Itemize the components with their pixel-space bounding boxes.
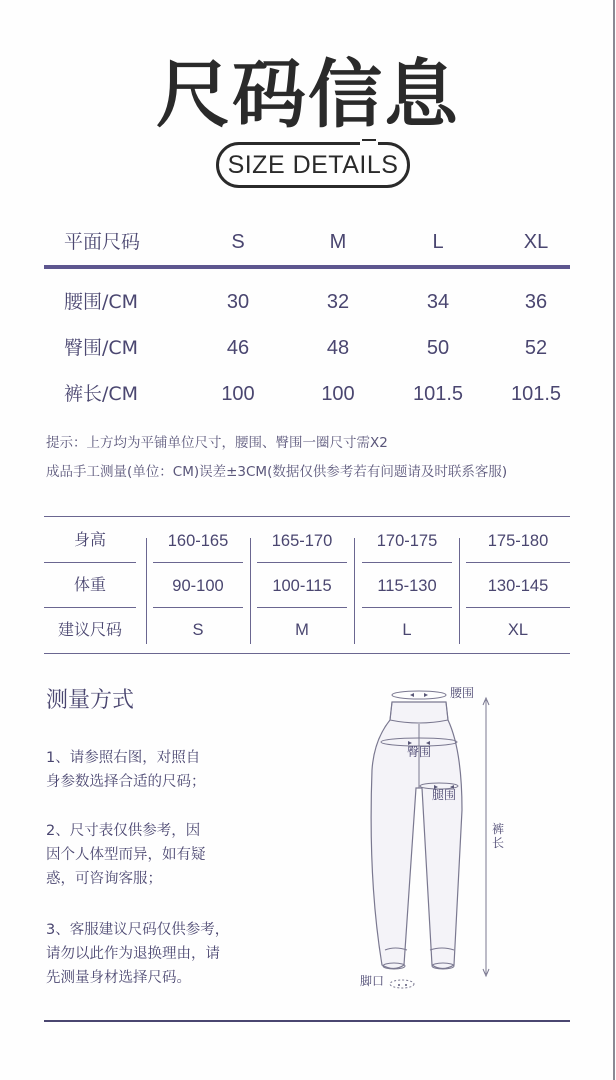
measurement-title: 测量方式 [46,688,135,713]
divider [250,538,251,644]
divider [44,653,570,654]
size-table [44,222,570,268]
size-header-xl: XL [523,231,549,253]
divider [44,516,570,517]
step-line: 2、尺寸表仅供参考，因 [46,823,201,839]
divider [257,607,347,608]
size-header-m: M [329,231,347,253]
divider [146,538,147,644]
cell: 100 [321,383,355,405]
cell: 165-170 [271,532,333,550]
step-line: 身参数选择合适的尺码； [46,774,206,790]
note-flat-measure: 提示：上方均为平铺单位尺寸，腰围、臀围一圈尺寸需X2 [46,435,388,451]
cell: 34 [426,291,450,313]
size-table-body [44,282,570,420]
row-label-weight: 体重 [73,575,106,594]
size-table-header-row [44,222,570,268]
divider [362,607,452,608]
diagram-label-length-1: 裤 [492,822,505,836]
divider [466,607,570,608]
row-label-recommended-size: 建议尺码 [57,620,122,639]
step-line: 先测量身材选择尺码。 [46,970,191,986]
divider [44,562,136,563]
row-label-height: 身高 [73,530,106,549]
step-line: 3、客服建议尺码仅供参考， [46,922,230,938]
size-header-l: L [432,231,444,253]
cell: 50 [426,337,450,359]
cell: 52 [524,337,548,359]
divider [257,562,347,563]
pants-diagram [350,680,530,1000]
step-line: 请勿以此作为退换理由，请 [46,946,220,962]
measurement-step-3 [46,918,276,990]
size-table-header-rule [44,265,570,269]
cell: 46 [226,337,250,359]
page-title: 尺码信息 [156,52,460,138]
cell: M [295,621,309,639]
step-line: 惑，可咨询客服； [46,871,162,887]
divider [459,538,460,644]
footer-rule [44,1020,570,1022]
divider [153,607,243,608]
divider [153,562,243,563]
diagram-label-hip: 臀围 [407,745,432,759]
measurement-step-1 [46,746,256,794]
cell: 175-180 [487,532,549,550]
step-line: 因个人体型而异，如有疑 [46,847,206,863]
cell: XL [507,621,529,639]
step-line: 1、请参照右图，对照自 [46,750,201,766]
table-row [44,328,570,374]
size-header-s: S [231,231,245,253]
pill-decoration-tick [362,139,376,141]
cell: 160-165 [167,532,229,550]
diagram-label-hem: 脚口 [360,974,385,988]
row-label-waist: 腰围/CM [64,291,139,313]
cell: 90-100 [172,577,224,595]
divider [362,562,452,563]
subtitle-badge: SIZE DETAILS [216,142,410,188]
cell: 32 [326,291,350,313]
measurement-step-2 [46,819,256,891]
diagram-label-waist: 腰围 [450,686,475,700]
page-edge-line [613,0,615,1080]
row-label-length: 裤长/CM [64,383,139,405]
cell: L [402,621,412,639]
note-tolerance: 成品手工测量(单位：CM)误差±3CM(数据仅供参考若有问题请及时联系客服) [46,464,508,480]
divider [466,562,570,563]
recommend-table [44,516,570,654]
divider [354,538,355,644]
row-label-hip: 臀围/CM [64,337,139,359]
cell: 101.5 [412,383,464,405]
cell: 100 [221,383,255,405]
cell: 170-175 [376,532,438,550]
cell: 130-145 [487,577,549,595]
size-table-header-label: 平面尺码 [64,231,141,253]
cell: S [192,621,204,639]
cell: 115-130 [377,577,437,595]
divider [44,607,136,608]
cell: 30 [226,291,250,313]
table-row [44,282,570,328]
cell: 36 [524,291,548,313]
diagram-label-thigh: 腿围 [432,788,457,802]
diagram-label-length-2: 长 [492,836,505,850]
cell: 101.5 [510,383,562,405]
table-row [44,374,570,420]
cell: 100-115 [272,577,332,595]
cell: 48 [326,337,350,359]
